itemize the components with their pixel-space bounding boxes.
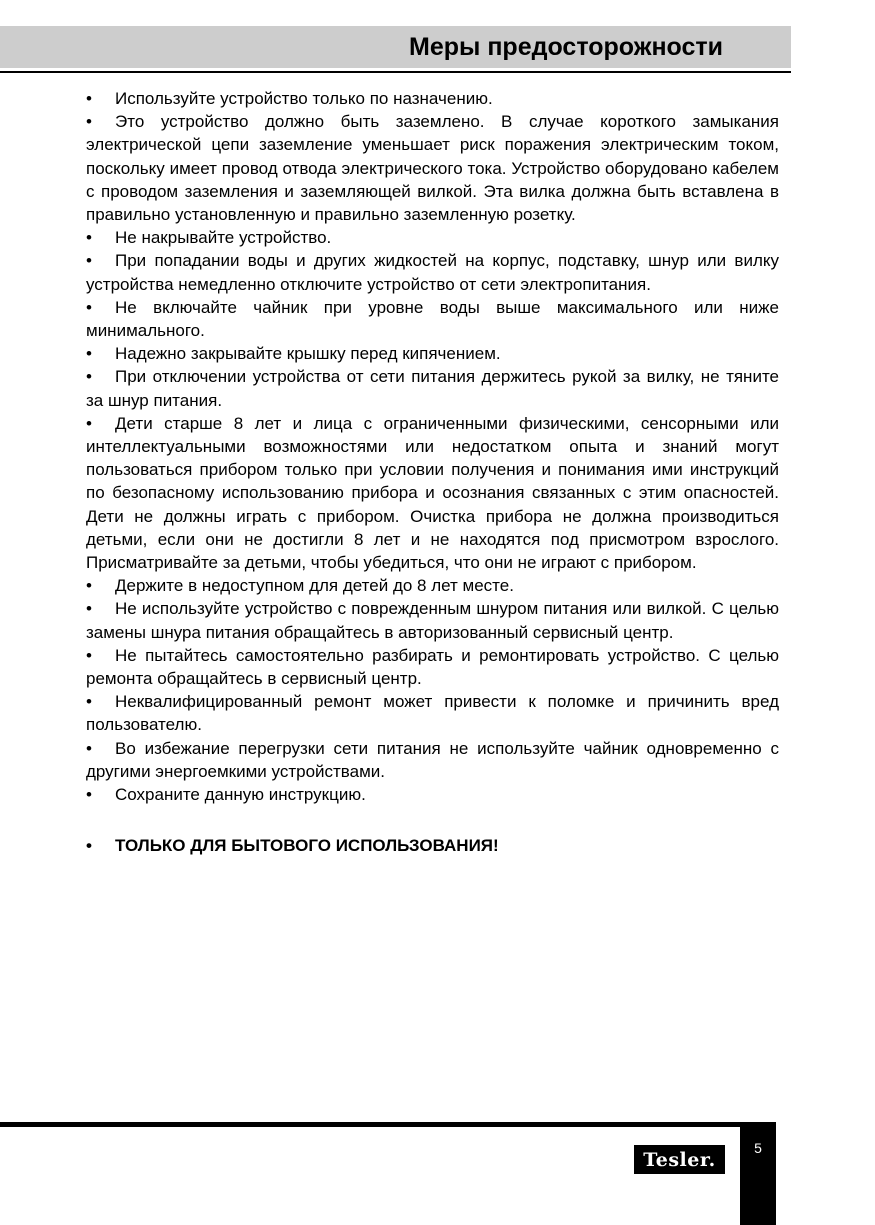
list-item [86,110,779,226]
item-text: Это устройство должно быть заземлено. В случае короткого замыкания электрической цепи заземление уменьшает риск поражения электрическим током, поскольку имеет провод отвода электрического тока. Устройство оборудовано кабелем с проводом заземления и заземляющей вилкой. Эта вилка должна быть вставлена в правильно установленную и правильно заземленную розетку. [86,112,779,225]
item-text: Не накрывайте устройство. [115,228,332,248]
bullet: • [86,836,92,856]
list-item [86,249,779,295]
precautions-list [86,87,779,858]
item-text: Неквалифицированный ремонт может привести к поломке и причинить вред пользователю. [86,692,779,735]
list-item [86,737,779,783]
list-item [86,412,779,574]
bullet: • [86,251,92,271]
page-number: 5 [754,1140,762,1156]
item-text: Держите в недоступном для детей до 8 лет месте. [115,576,514,596]
list-item [86,365,779,411]
bullet: • [86,576,92,596]
bullet: • [86,738,92,758]
page-number-tab [740,1122,776,1225]
item-text: Не используйте устройство с поврежденным шнуром питания или вилкой. С целью замены шнура питания обращайтесь в авторизованный сервисный центр. [86,599,779,642]
list-item [86,87,779,110]
bullet: • [86,785,92,805]
item-text: При отключении устройства от сети питания держитесь рукой за вилку, не тяните за шнур питания. [86,367,779,410]
bullet: • [86,344,92,364]
list-item [86,690,779,736]
item-text: При попадании воды и других жидкостей на корпус, подставку, шнур или вилку устройства немедленно отключите устройство от сети электропитания. [86,251,779,294]
footer-divider [0,1122,776,1127]
list-item [86,342,779,365]
bullet: • [86,367,92,387]
item-text: Дети старше 8 лет и лица с ограниченными физическими, сенсорными или интеллектуальными возможностями или недостатком опыта и знаний могут пользоваться прибором только при условии получения и понимания ими инструкций по безопасному использованию прибора и осознания связанных с этим опасностей. Дети не должны играть с прибором. Очистка прибора не должна производиться детьми, если они не достигли 8 лет и не находятся под присмотром взрослого. Присматривайте за детьми, чтобы убедиться, что они не играют с прибором. [86,413,779,573]
bullet: • [86,645,92,665]
bullet: • [86,228,92,248]
list-item [86,226,779,249]
header-band [0,26,791,68]
item-text: Не включайте чайник при уровне воды выше максимального или ниже минимального. [86,297,779,341]
item-text: Используйте устройство только по назначению. [115,89,493,108]
list-item [86,644,779,690]
bullet: • [86,599,92,619]
item-text: Сохраните данную инструкцию. [115,785,366,805]
bullet: • [86,112,92,132]
list-item [86,597,779,643]
notice-text: ТОЛЬКО ДЛЯ БЫТОВОГО ИСПОЛЬЗОВАНИЯ! [115,836,499,856]
household-use-notice [86,834,779,857]
bullet: • [86,297,92,317]
header-divider [0,71,791,73]
tesler-logo: Tesler. [634,1145,725,1174]
bullet: • [86,692,92,712]
bullet: • [86,89,92,108]
list-item [86,783,779,806]
list-item [86,574,779,597]
page-title: Меры предосторожности [409,33,723,61]
item-text: Во избежание перегрузки сети питания не используйте чайник одновременно с другими энергоемкими устройствами. [86,738,779,781]
item-text: Не пытайтесь самостоятельно разбирать и ремонтировать устройство. С целью ремонта обращайтесь в сервисный центр. [86,645,779,689]
item-text: Надежно закрывайте крышку перед кипячением. [115,344,501,364]
bullet: • [86,413,92,433]
list-item [86,296,779,342]
